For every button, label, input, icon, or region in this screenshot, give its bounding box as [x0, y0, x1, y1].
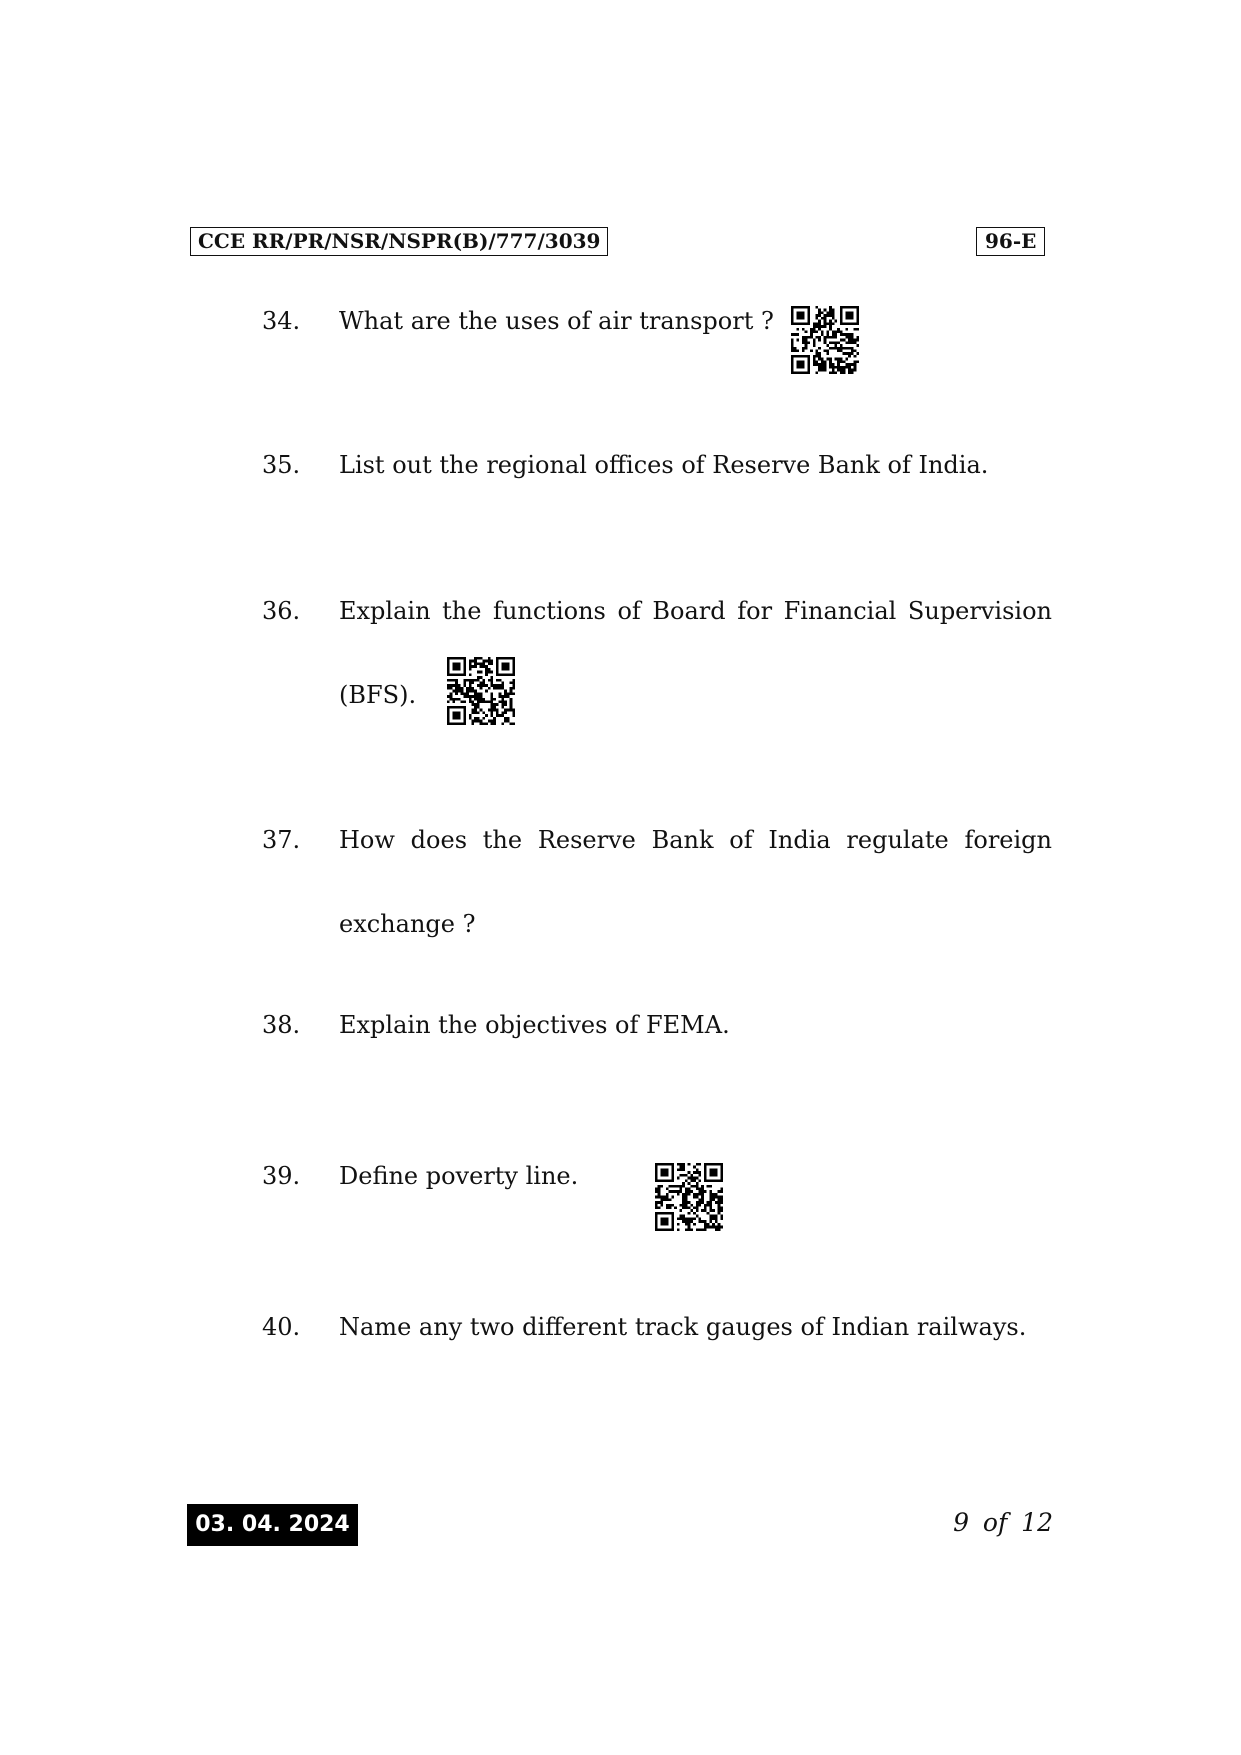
question-34-text: What are the uses of air transport ? — [339, 307, 774, 335]
question-35-number: 35. — [262, 451, 301, 479]
question-36-number: 36. — [262, 597, 301, 625]
question-38-number: 38. — [262, 1011, 301, 1039]
question-39-number: 39. — [262, 1162, 301, 1190]
qr-code-icon — [447, 657, 515, 725]
question-34-number: 34. — [262, 307, 301, 335]
question-40-number: 40. — [262, 1313, 301, 1341]
question-35-text: List out the regional offices of Reserve Bank of India. — [339, 451, 989, 479]
exam-code-box: CCE RR/PR/NSR/NSPR(B)/777/3039 — [190, 227, 608, 256]
paper-code-box: 96-E — [976, 227, 1045, 256]
qr-code-icon — [791, 306, 859, 374]
question-36-text: Explain the functions of Board for Financial Supervision — [339, 597, 1052, 625]
question-36-text-continued: (BFS). — [339, 681, 417, 709]
question-37-text-continued: exchange ? — [339, 910, 476, 938]
exam-date-badge: 03. 04. 2024 — [187, 1504, 358, 1546]
qr-code-icon — [655, 1163, 723, 1231]
question-40-text: Name any two different track gauges of Indian railways. — [339, 1313, 1027, 1341]
question-39-text: Define poverty line. — [339, 1162, 579, 1190]
question-38-text: Explain the objectives of FEMA. — [339, 1011, 730, 1039]
question-37-number: 37. — [262, 826, 301, 854]
question-37-text: How does the Reserve Bank of India regulate foreign — [339, 826, 1052, 854]
page-number: 9 of 12 — [953, 1508, 1053, 1537]
